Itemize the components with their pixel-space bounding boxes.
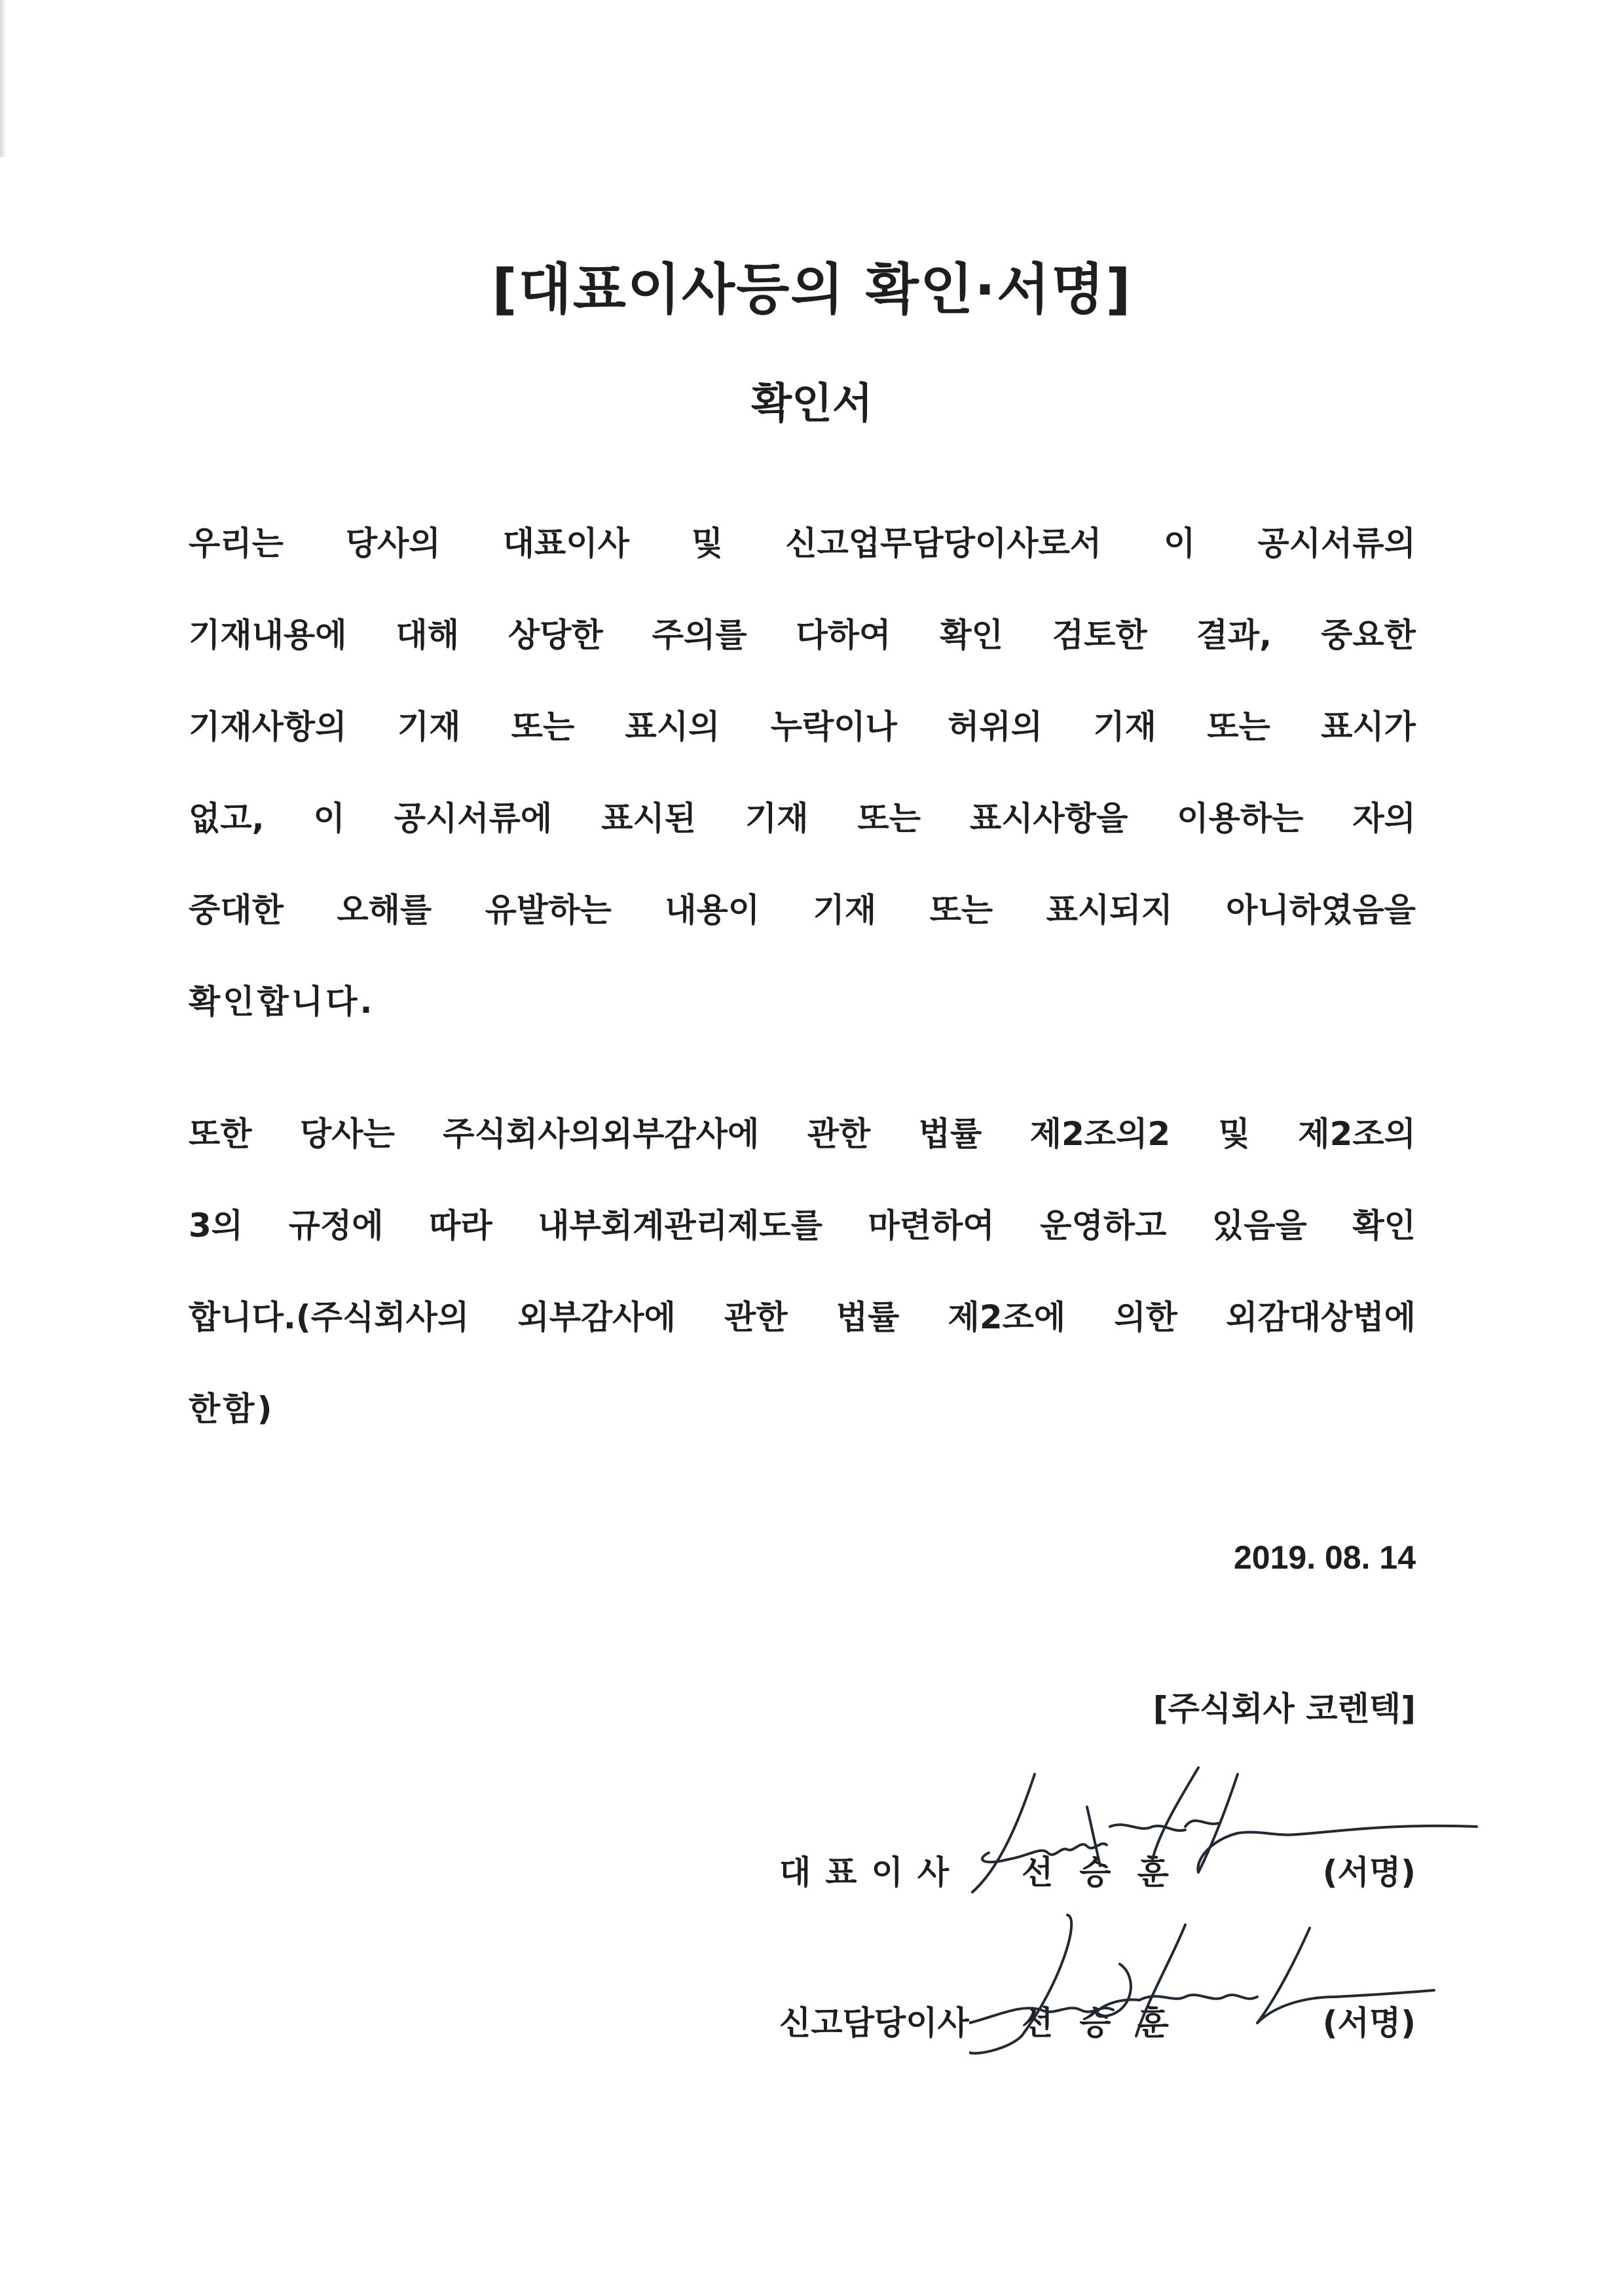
company-name: [주식회사 코렌텍] [1153, 1690, 1416, 1728]
signatory-name: 선승훈 [1022, 2004, 1195, 2042]
word: 3의 [189, 1207, 244, 1245]
word: 공시서류의 [1257, 524, 1416, 562]
word: 운영하고 [1040, 1207, 1167, 1245]
signatory-row-disclosure-officer [779, 1997, 1416, 2049]
word: 검토한 [1052, 616, 1147, 654]
word: 관한 [807, 1115, 871, 1153]
word: 이 [1164, 524, 1196, 562]
word: 법률 [918, 1115, 982, 1153]
word: 표시사항을 [969, 799, 1128, 837]
word: 주식회사의외부감사에 [443, 1115, 760, 1153]
word: 있음을 [1211, 1207, 1307, 1245]
word: 외부감사에 [517, 1298, 676, 1336]
word: 이용하는 [1177, 799, 1304, 837]
word: 대해 [396, 616, 459, 654]
word: 없고, [189, 799, 265, 837]
word: 중요한 [1321, 616, 1416, 654]
word: 또는 [929, 891, 993, 929]
word: 표시된 [601, 799, 696, 837]
word: 신고업무담당이사로서 [785, 524, 1102, 562]
signatory-name: 선승훈 [1022, 1853, 1195, 1891]
word: 따라 [429, 1207, 492, 1245]
word: 또한 [189, 1115, 252, 1153]
word: 외감대상법에 [1226, 1298, 1416, 1336]
word: 기재 [397, 708, 461, 746]
word: 및 [1218, 1115, 1250, 1153]
word: 또는 [511, 708, 575, 746]
confirmation-paragraph [189, 498, 1416, 1048]
word: 마련하여 [868, 1207, 995, 1245]
word: 확인합니다. [189, 983, 375, 1021]
word: 및 [691, 524, 724, 562]
paragraph-line [189, 864, 1416, 956]
word: 기재 [813, 891, 877, 929]
paragraph-line [189, 956, 1416, 1048]
paragraph-line [189, 1363, 1416, 1455]
paragraph-line [189, 1088, 1416, 1180]
word: 또는 [857, 799, 921, 837]
word: 상당한 [507, 616, 603, 654]
paragraph-line [189, 498, 1416, 589]
word: 우리는 [189, 524, 284, 562]
scan-edge-shadow [0, 0, 7, 157]
word: 확인 [1352, 1207, 1416, 1245]
word: 당사의 [345, 524, 441, 562]
word: 표시가 [1321, 708, 1416, 746]
word: 아니하였음을 [1226, 891, 1416, 929]
word: 결과, [1196, 616, 1272, 654]
paragraph-line [189, 773, 1416, 864]
word: 제2조에 [948, 1298, 1066, 1336]
word: 자의 [1352, 799, 1416, 837]
internal-control-paragraph [189, 1088, 1416, 1455]
word: 중대한 [189, 891, 284, 929]
word: 기재 [1093, 708, 1156, 746]
word: 표시되지 [1046, 891, 1173, 929]
word: 기재 [745, 799, 809, 837]
paragraph-line [189, 1271, 1416, 1363]
word: 이 [313, 799, 345, 837]
word: 법률 [836, 1298, 900, 1336]
word: 또는 [1207, 708, 1270, 746]
word: 확인 [940, 616, 1003, 654]
word: 관한 [724, 1298, 788, 1336]
signatory-role: 대표이사 [779, 1853, 964, 1891]
word: 의한 [1114, 1298, 1177, 1336]
word: 내용이 [665, 891, 760, 929]
word: 오해를 [337, 891, 432, 929]
word: 제2조의 [1298, 1115, 1416, 1153]
word: 기재사항의 [189, 708, 347, 746]
paragraph-line [189, 681, 1416, 773]
word: 주의를 [652, 616, 747, 654]
word: 허위의 [948, 708, 1043, 746]
signature-mark-label: (서명) [1322, 2004, 1416, 2042]
word: 당사는 [300, 1115, 395, 1153]
word: 내부회계관리제도를 [538, 1207, 822, 1245]
word: 대표이사 [502, 524, 629, 562]
paragraph-line [189, 1180, 1416, 1271]
word: 기재내용에 [189, 616, 347, 654]
word: 한함) [189, 1390, 275, 1428]
document-date: 2019. 08. 14 [1233, 1539, 1416, 1576]
word: 규정에 [288, 1207, 384, 1245]
signatory-row-ceo [779, 1846, 1416, 1899]
signatory-role: 신고담당이사 [779, 2004, 969, 2042]
word: 공시서류에 [394, 799, 553, 837]
word: 유발하는 [485, 891, 612, 929]
word: 합니다.(주식회사의 [189, 1298, 470, 1336]
word: 누락이나 [770, 708, 897, 746]
page-title: [대표이사등의 확인·서명] [492, 257, 1132, 321]
word: 다하여 [796, 616, 891, 654]
page-subtitle: 확인서 [751, 380, 873, 428]
word: 제2조의2 [1029, 1115, 1171, 1153]
word: 표시의 [625, 708, 720, 746]
paragraph-line [189, 589, 1416, 681]
signature-mark-label: (서명) [1322, 1853, 1416, 1891]
